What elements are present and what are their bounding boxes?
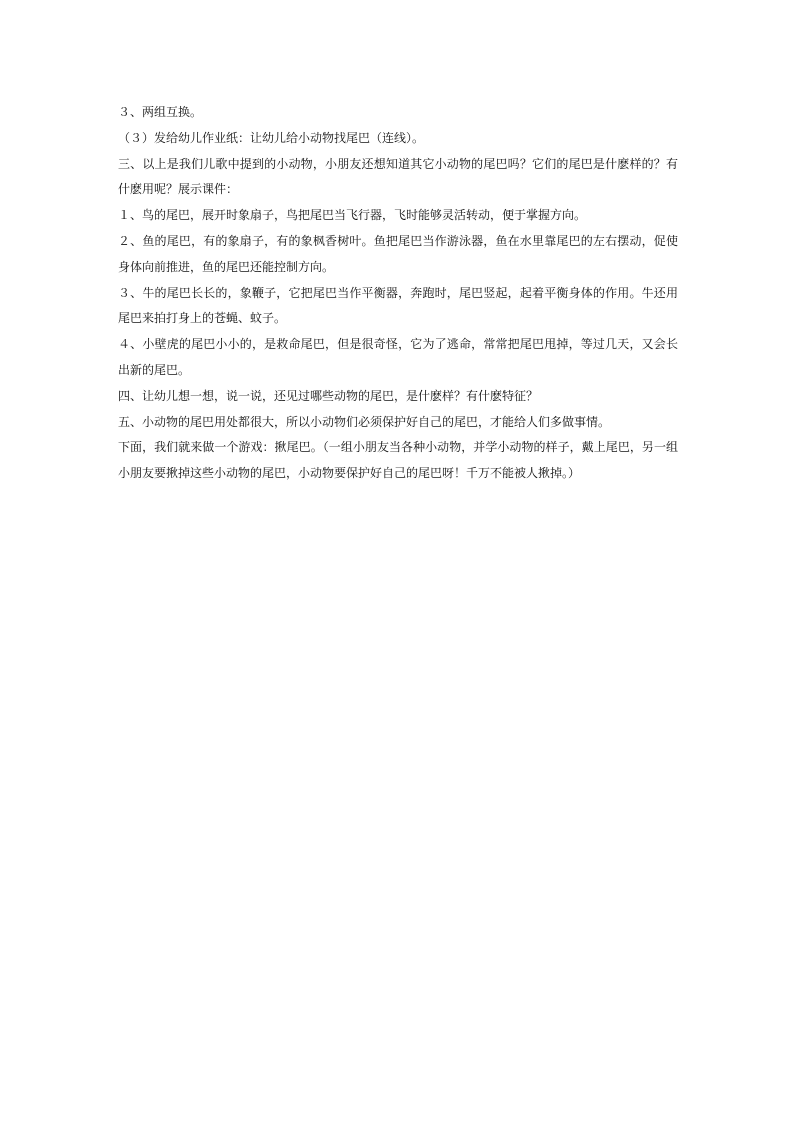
paragraph-fish-tail: ２、鱼的尾巴，有的象扇子，有的象枫香树叶。鱼把尾巴当作游泳器，鱼在水里靠尾巴的左右摆动，促使身体向前推进，鱼的尾巴还能控制方向。 (118, 233, 678, 274)
paragraph-step-3-swap: ３、两组互换。 (118, 105, 203, 119)
paragraph-worksheet: （３）发给幼儿作业纸：让幼儿给小动物找尾巴（连线）。 (118, 130, 425, 145)
paragraph-section-five: 五、小动物的尾巴用处都很大，所以小动物们必须保护好自己的尾巴，才能给人们多做事情。 (118, 414, 611, 429)
paragraph-bird-tail: １、鸟的尾巴，展开时象扇子，鸟把尾巴当飞行器，飞时能够灵活转动，便于掌握方向。 (118, 208, 587, 223)
paragraph-section-four: 四、让幼儿想一想，说一说，还见过哪些动物的尾巴，是什麽样？有什麽特征？ (118, 388, 539, 403)
paragraph-section-three: 三、以上是我们儿歌中提到的小动物，小朋友还想知道其它小动物的尾巴吗？它们的尾巴是什麽样的？有什麽用呢？展示课件： (118, 156, 678, 197)
paragraph-game: 下面，我们就来做一个游戏：揪尾巴。（一组小朋友当各种小动物，并学小动物的样子，戴上尾巴，另一组小朋友要揪掉这些小动物的尾巴，小动物要保护好自己的尾巴呀！千万不能被人揪掉。） (118, 440, 678, 481)
document-body (118, 100, 678, 487)
paragraph-cow-tail: ３、牛的尾巴长长的，象鞭子，它把尾巴当作平衡器，奔跑时，尾巴竖起，起着平衡身体的作用。牛还用尾巴来拍打身上的苍蝇、蚊子。 (118, 285, 678, 326)
paragraph-gecko-tail: ４、小壁虎的尾巴小小的，是救命尾巴，但是很奇怪，它为了逃命，常常把尾巴甩掉，等过几天，又会长出新的尾巴。 (118, 337, 678, 377)
